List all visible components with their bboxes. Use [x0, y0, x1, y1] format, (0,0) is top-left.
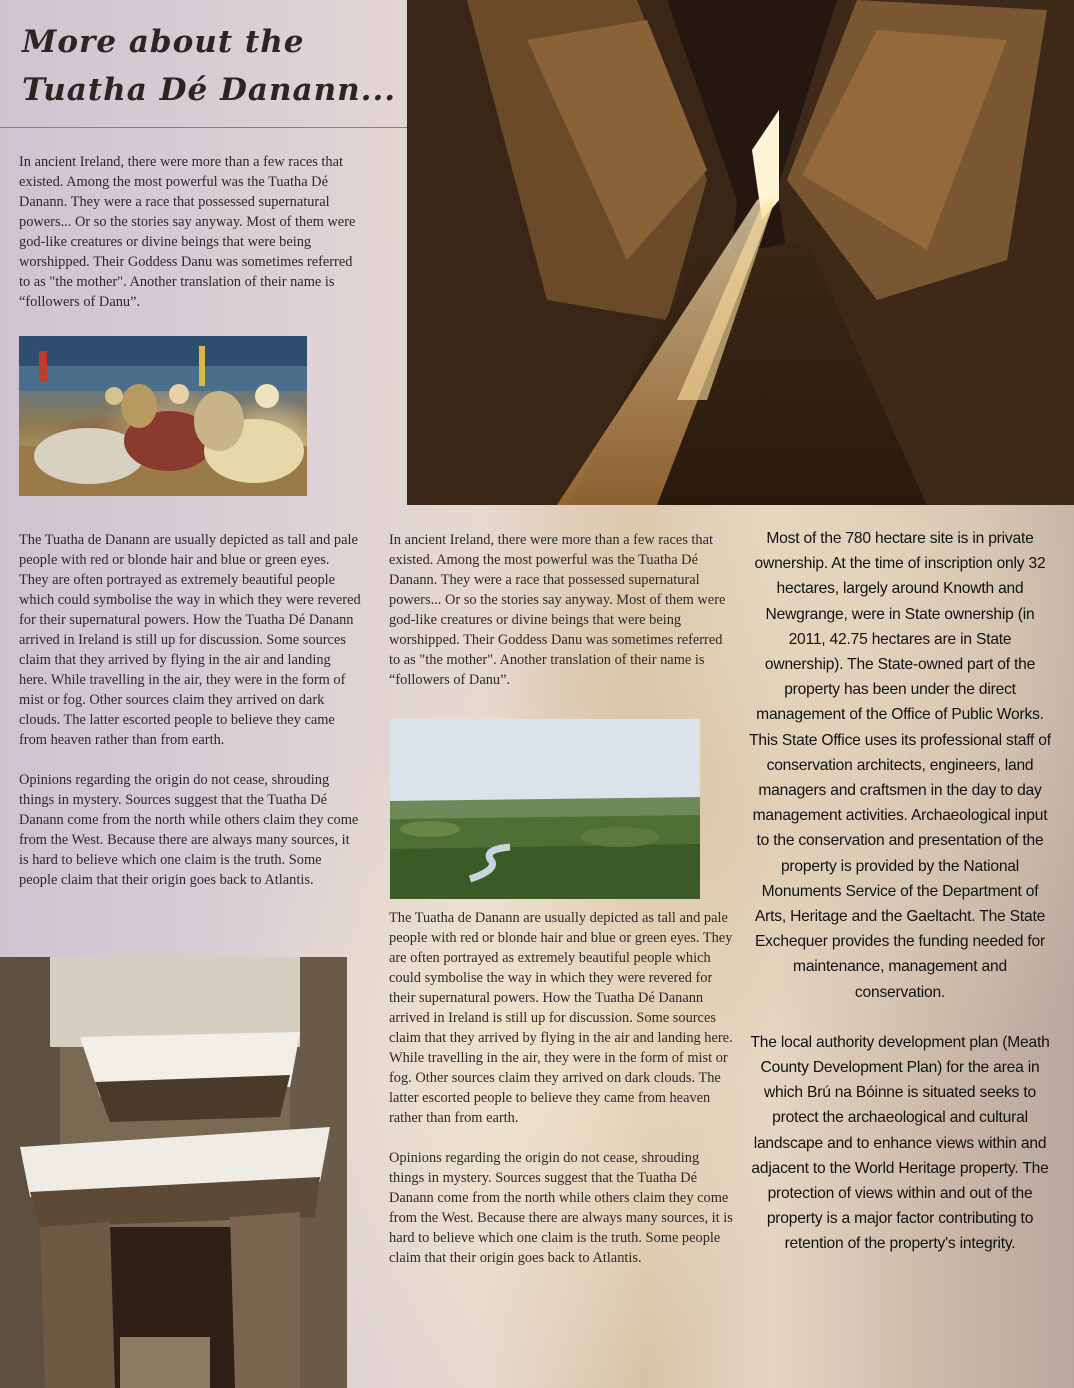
middle-intro-paragraph: In ancient Ireland, there were more than a few races that existed. Among the most powerful was the Tuatha Dé Danann. They were a race that possessed supernatural powers... Or so the stories say anyway. Most of them were god-like creatures or divine beings that were being worshipped. Their Goddess Danu was sometimes referred to as "the mother". Another translation of their name is “followers of Danu”.	[389, 532, 726, 688]
right-column-text	[748, 526, 1052, 1282]
left-body-text	[19, 530, 361, 890]
title-divider	[0, 127, 408, 128]
development-plan-paragraph: The local authority development plan (Meath County Development Plan) for the area in which Brú na Bóinne is situated seeks to protect the archaeological and cultural landscape and to enhance views within and adjacent to the World Heritage property. The protection of views within and out of the property is a major factor contributing to retention of the property's integrity.	[750, 1033, 1050, 1253]
tomb-passage-illustration	[407, 0, 1074, 505]
left-appearance-paragraph: The Tuatha de Danann are usually depicted as tall and pale people with red or blonde hair and blue or green eyes. They are often portrayed as extremely beautiful people which could symbolise the way in which they were revered for their supernatural powers. How the Tuatha Dé Danann arrived in Ireland is still up for discussion. Some sources claim that they arrived by flying in the air and landing here. While travelling in the air, they were in the form of mist or fog. Other sources claim they arrived on dark clouds. The latter escorted people to believe they came from heaven rather than from earth.	[19, 532, 361, 748]
middle-body-text	[389, 908, 734, 1268]
middle-intro-text	[389, 530, 729, 690]
stone-entrance-photo	[0, 957, 347, 1388]
riders-painting	[19, 336, 307, 496]
middle-appearance-paragraph: The Tuatha de Danann are usually depicted as tall and pale people with red or blonde hair and blue or green eyes. They are often portrayed as extremely beautiful people which could symbolise the way in which they were revered for their supernatural powers. How the Tuatha Dé Danann arrived in Ireland is still up for discussion. Some sources claim that they arrived by flying in the air and landing here. While travelling in the air, they were in the form of mist or fog. Other sources claim they arrived on dark clouds. The latter escorted people to believe they came from heaven rather than from earth.	[389, 910, 733, 1126]
page-title	[22, 18, 422, 114]
left-intro-text	[19, 152, 359, 312]
middle-origin-paragraph: Opinions regarding the origin do not cease, shrouding things in mystery. Sources suggest that the Tuatha Dé Danann come from the north while others claim they come from the West. Because there are always many sources, it is hard to believe which one claim is the truth. Some people claim that their origin goes back to Atlantis.	[389, 1150, 733, 1266]
left-origin-paragraph: Opinions regarding the origin do not cease, shrouding things in mystery. Sources suggest that the Tuatha Dé Danann come from the north while others claim they come from the West. Because there are always many sources, it is hard to believe which one claim is the truth. Some people claim that their origin goes back to Atlantis.	[19, 772, 359, 888]
riders-painting-illustration	[19, 336, 307, 496]
left-intro-paragraph: In ancient Ireland, there were more than a few races that existed. Among the most powerful was the Tuatha Dé Danann. They were a race that possessed supernatural powers... Or so the stories say anyway. Most of them were god-like creatures or divine beings that were being worshipped. Their Goddess Danu was sometimes referred to as "the mother". Another translation of their name is “followers of Danu”.	[19, 154, 356, 310]
title-line-1: More about the	[22, 24, 305, 60]
ownership-paragraph: Most of the 780 hectare site is in private ownership. At the time of inscription only 32 hectares, largely around Knowth and Newgrange, were in State ownership (in 2011, 42.75 hectares are in State ownership). The State-owned part of the property has been under the direct management of the Office of Public Works. This State Office uses its professional staff of conservation architects, engineers, land managers and craftsmen in the day to day management activities. Archaeological input to the conservation and presentation of the property is provided by the National Monuments Service of the Department of Arts, Heritage and the Gaeltacht. The State Exchequer provides the funding needed for maintenance, management and conservation.	[749, 530, 1051, 1001]
tomb-passage-photo	[407, 0, 1074, 505]
stone-entrance-illustration	[0, 957, 347, 1388]
valley-landscape-illustration	[390, 719, 700, 899]
valley-landscape-photo	[390, 719, 700, 899]
title-line-2: Tuatha Dé Danann...	[22, 72, 397, 108]
